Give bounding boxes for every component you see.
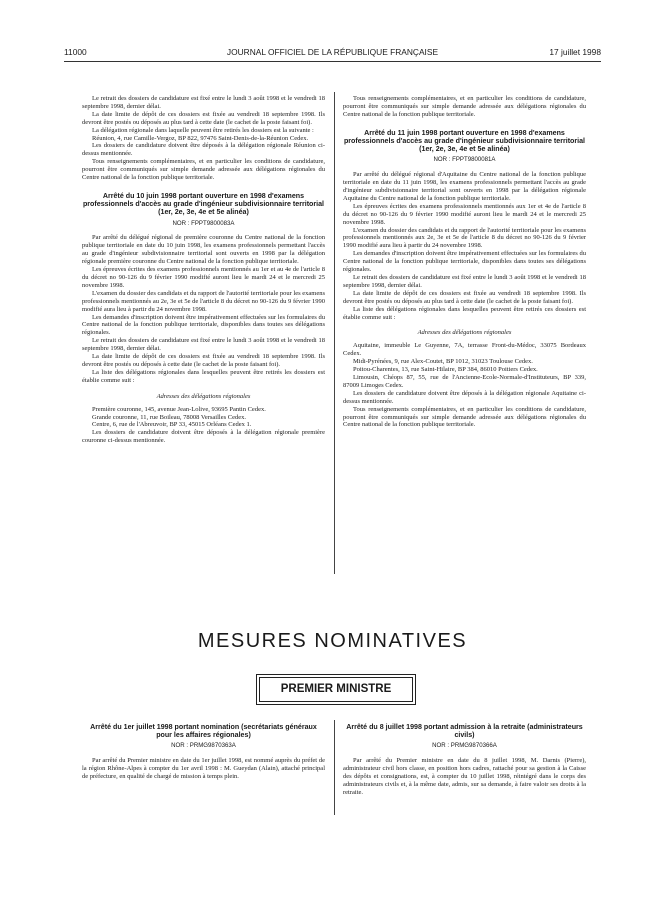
page-header <box>64 47 601 61</box>
header-rule <box>64 61 601 62</box>
section-heading: MESURES NOMINATIVES <box>197 630 468 652</box>
column-divider <box>334 720 335 815</box>
nor-reference: NOR : FPPT9800083A <box>172 219 235 227</box>
paragraph: L'examen du dossier des candidats et du rapport de l'autorité territoriale pour les examens professionnels mentionnés aux 2e, 3e et 5e de l'article 8 du décret no 90-126 du 9 février 1990 modifié aura lieu à partir du 24 novembre 1998. <box>343 226 586 250</box>
paragraph: L'examen du dossier des candidats et du rapport de l'autorité territoriale pour les examens professionnels mentionnés au 2e, 3e et 5e de l'article 8 du décret no 90-126 du 9 février 1990 modifié aura lieu à partir du 24 novembre 1998. <box>82 289 325 313</box>
arrete-title: Arrêté du 8 juillet 1998 portant admission à la retraite (administrateurs civils) <box>346 723 583 740</box>
paragraph: Par arrêté du délégué régional d'Aquitaine du Centre national de la fonction publique territoriale en date du 11 juin 1998, les examens professionnels permettant l'accès au grade d'ingénieur subdivisionnaire territorial sont ouverts en 1998 par la délégation régionale Aquitaine du Centre national de la fonction publique territoriale. <box>343 171 586 202</box>
paragraph: Tous renseignements complémentaires, et en particulier les conditions de candidature, pourront être communiqués sur simple demande adressée aux délégations régionales du Centre national de la fonction publique territoriale. <box>343 405 586 429</box>
issue-date: 17 juillet 1998 <box>549 47 601 57</box>
left-column <box>82 95 325 445</box>
paragraph: La liste des délégations régionales dans lesquelles peuvent être retirés ces dossiers est établie comme suit : <box>343 305 586 321</box>
paragraph: Le retrait des dossiers de candidature est fixé entre le lundi 3 août 1998 et le vendredi 18 septembre 1998, dernier délai. <box>343 274 586 289</box>
paragraph: La date limite de dépôt de ces dossiers est fixée au vendredi 18 septembre 1998. Ils devront être postés ou déposés au plus tard à cette date (le cachet de la poste faisant foi). <box>82 110 325 126</box>
paragraph: Tous renseignements complémentaires, et en particulier les conditions de candidature, pourront être communiqués sur simple demande adressée aux délégations régionales du Centre national de la fonction publique territoriale. <box>343 95 586 118</box>
bottom-right-column <box>343 723 586 797</box>
paragraph: Les demandes d'inscription doivent être impérativement effectuées sur les formulaires du Centre national de la fonction publique territoriale, disponibles dans toutes ses délégations régionales. <box>343 250 586 274</box>
paragraph: Par arrêté du Premier ministre en date du 8 juillet 1998, M. Darnis (Pierre), administrateur civil hors classe, en position hors cadres, rattaché pour sa gestion à la Caisse des dépôts et consignations, est, à compter du 10 juillet 1998, réintégré dans le corps des administrateurs civils et, à la même date, admis, sur sa demande, à faire valoir ses droits à la retraite. <box>343 757 586 796</box>
address-line: Première couronne, 145, avenue Jean-Lolive, 93695 Pantin Cedex. <box>92 405 266 413</box>
address-line: Grande couronne, 11, rue Boileau, 78008 Versailles Cedex. <box>92 413 246 421</box>
paragraph: Réunion, 4, rue Camille-Vergoz, BP 822, 97476 Saint-Denis-de-la-Réunion Cedex. <box>92 134 309 142</box>
addresses-heading: Adresses des délégations régionales <box>417 329 512 337</box>
addresses-heading: Adresses des délégations régionales <box>156 392 251 400</box>
address-line: Midi-Pyrénées, 9, rue Alex-Coutet, BP 1012, 31023 Toulouse Cedex. <box>353 358 533 366</box>
column-divider <box>334 92 335 574</box>
address-line: Limousin, Chéops 87, 55, rue de l'Ancienne-Ecole-Normale-d'Instituteurs, BP 339, 87009 Limoges Cedex. <box>343 373 586 389</box>
journal-title: JOURNAL OFFICIEL DE LA RÉPUBLIQUE FRANÇAISE <box>226 47 439 57</box>
ministry-box: PREMIER MINISTRE <box>259 677 413 702</box>
address-line: Poitou-Charentes, 13, rue Saint-Hilaire, BP 384, 86010 Poitiers Cedex. <box>353 366 538 374</box>
paragraph: La liste des délégations régionales dans lesquelles peuvent être retirés les dossiers est établie comme suit : <box>82 368 325 384</box>
paragraph: La date limite de dépôt de ces dossiers est fixée au vendredi 18 septembre 1998. Ils devront être postés ou déposés à cette date (le cachet de la poste faisant foi). <box>82 353 325 368</box>
paragraph: Les dossiers de candidature doivent être déposés à la délégation régionale Réunion ci-dessus mentionnée. <box>82 142 325 158</box>
nor-reference: NOR : PRMG9870366A <box>432 742 497 750</box>
page-number: 11000 <box>64 47 87 57</box>
address-line: Centre, 6, rue de l'Abreuvoir, BP 33, 45015 Orléans Cedex 1. <box>92 421 252 429</box>
paragraph: Tous renseignements complémentaires, et en particulier les conditions de candidature, pourront être communiqués sur simple demande adressée aux délégations régionales du Centre national de la fonction publique territoriale. <box>82 158 325 182</box>
arrete-title: Arrêté du 11 juin 1998 portant ouverture en 1998 d'examens professionnels d'accès au grade d'ingénieur subdivisionnaire territorial (1er, 2e, 3e, 4e et 5e alinéa) <box>343 128 586 154</box>
nor-reference: NOR : FPPT9800081A <box>433 156 496 164</box>
paragraph: Le retrait des dossiers de candidature est fixé entre le lundi 3 août 1998 et le vendredi 18 septembre 1998, dernier délai. <box>82 95 325 110</box>
right-column <box>343 95 586 429</box>
paragraph: La délégation régionale dans laquelle peuvent être retirés les dossiers est la suivante : <box>92 126 314 134</box>
arrete-title: Arrêté du 1er juillet 1998 portant nomination (secrétariats généraux pour les affaires régionales) <box>90 723 317 740</box>
paragraph: Par arrêté du délégué régional de première couronne du Centre national de la fonction publique territoriale en date du 10 juin 1998, les examens professionnels permettant l'accès au grade d'ingénieur subdivisionnaire territorial sont ouverts en 1998 par la délégation régionale première couronne du Centre national de la fonction publique territoriale. <box>82 234 325 266</box>
paragraph: Les épreuves écrites des examens professionnels mentionnés aux 1er et 4e de l'article 8 du décret no 90-126 du 9 février 1990 modifié auront lieu le mardi 24 et le mercredi 25 novembre 1998. <box>343 202 586 226</box>
paragraph: Par arrêté du Premier ministre en date du 1er juillet 1998, est nommé auprès du préfet de la région Rhône-Alpes à compter du 1er avril 1998 : M. Gueydan (Alain), attaché principal de préfecture, en qualité de chargé de mission à temps plein. <box>82 757 325 781</box>
paragraph: La date limite de dépôt de ces dossiers est fixée au vendredi 18 septembre 1998. Ils devront être postés ou déposés au plus tard à cette date (le cachet de la poste faisant foi). <box>343 289 586 305</box>
paragraph: Les épreuves écrites des examens professionnels mentionnés au 1er et au 4e de l'article 8 du décret no 90-126 du 9 février 1990 modifié auront lieu le mardi 24 et le mercredi 25 novembre 1998. <box>82 266 325 289</box>
address-line: Aquitaine, immeuble Le Guyenne, 7A, terrasse Front-du-Médoc, 33075 Bordeaux Cedex. <box>343 342 586 358</box>
paragraph: Les dossiers de candidature doivent être déposés à la délégation régionale Aquitaine ci-dessus mentionnée. <box>343 389 586 405</box>
paragraph: Les dossiers de candidature doivent être déposés à la délégation régionale première couronne ci-dessus mentionnée. <box>82 429 325 445</box>
paragraph: Le retrait des dossiers de candidature est fixé entre le lundi 3 août 1998 et le vendredi 18 septembre 1998, dernier délai. <box>82 337 325 353</box>
arrete-title: Arrêté du 10 juin 1998 portant ouverture en 1998 d'examens professionnels d'accès au grade d'ingénieur subdivisionnaire territorial (1er, 2e, 3e, 4e et 5e alinéa) <box>82 191 325 217</box>
bottom-left-column <box>82 723 325 781</box>
nor-reference: NOR : PRMG9870363A <box>171 742 236 750</box>
paragraph: Les demandes d'inscription doivent être impérativement effectuées sur les formulaires du Centre national de la fonction publique territoriale, disponibles dans toutes ses délégations régionales. <box>82 313 325 337</box>
